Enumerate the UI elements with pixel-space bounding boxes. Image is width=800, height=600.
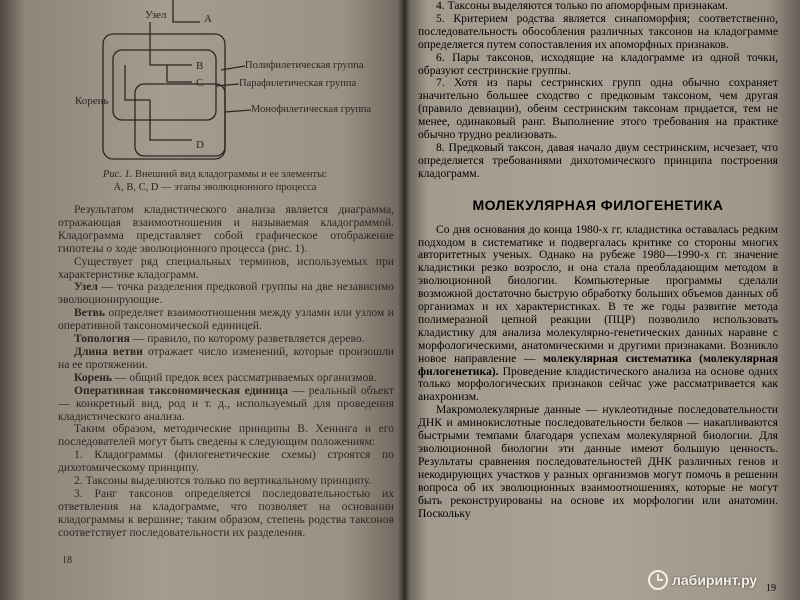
right-body-text	[418, 0, 778, 520]
paraphyletic-label: Парафилетическая группа	[239, 78, 357, 89]
page-number-left: 18	[62, 555, 72, 566]
definition-text: определяет взаимоотношения между узлами или узлом и оперативной таксономической единицей.	[58, 306, 394, 333]
watermark	[648, 568, 757, 592]
definition-text: — общий предок всех рассматриваемых организмов.	[112, 370, 377, 384]
list-item: 8. Предковый таксон, давая начало двум сестринским, исчезает, что определяется требованиями дихотомического принципа построения кладограмм.	[418, 140, 778, 180]
definition-uzel	[58, 281, 394, 307]
paragraph: Результатом кладистического анализа является диаграмма, отражающая взаимоотношения и называемая кладограммой. Кладограмма представляет собой графическое отображение гипотезы о ходе эволюционного процесса (рис. 1).	[58, 203, 394, 255]
term: Корень	[74, 370, 113, 384]
taxon-a-label: A	[204, 13, 212, 25]
term: Топология	[74, 332, 130, 346]
principles-list	[418, 0, 778, 181]
paragraph: Макромолекулярные данные — нуклеотидные последовательности ДНК и аминокислотные последовательности белков — накапливаются быстрыми темпами благодаря успехам молекулярной биологии. Для эволюционной биологии эти данные имеют большую ценность. Результаты сравнения последовательностей ДНК различных генов и некодирующих участков у разных организмов могут помочь в решении вопроса об их эволюционных взаимоотношениях, которые не могут быть реконструированы на основе их морфологии или анатомии. Поскольку	[418, 403, 778, 520]
paragraph-text: Проведение кладистического анализа на основе одних только морфологических признаков сейчас уже рассматривается как анахронизм.	[418, 364, 778, 404]
figure-caption	[90, 168, 340, 194]
definition-otu	[58, 385, 394, 424]
list-item: 4. Таксоны выделяются только по апоморфным признакам.	[436, 0, 728, 12]
term: молекулярная систематика (молекулярная филогенетика).	[418, 351, 778, 378]
monophyletic-label: Монофилетическая группа	[251, 104, 372, 115]
definition-text: — правило, по которому разветвляется дерево.	[129, 332, 365, 346]
branch-root	[125, 65, 150, 100]
left-body-text	[58, 204, 394, 540]
polyphyletic-label: Полифилетическая группа	[245, 60, 364, 71]
figure-legend: A, B, C, D — этапы эволюционного процесса	[113, 182, 317, 193]
figure-number: Рис. 1.	[102, 169, 133, 180]
node-label: Узел	[145, 9, 167, 21]
pointer-mono	[225, 110, 251, 112]
paragraph: Существует ряд специальных терминов, используемых при характеристике кладограмм.	[58, 254, 394, 281]
taxon-b-label: B	[196, 60, 204, 72]
figure-title: Внешний вид кладограммы и ее элементы:	[135, 169, 328, 180]
taxon-c-label: C	[196, 77, 204, 89]
definition-text: — реальный объект — конкретный вид, род и т. д., используемый для проведения кладистического анализа.	[58, 383, 394, 423]
list-item: 3. Ранг таксонов определяется последовательностью их ответвления на кладограмме, что позволяет на основании кладограммы к вершине; таким образом, степень родства таксонов соответствует последовательности их разделения.	[58, 486, 394, 539]
list-item: 6. Пары таксонов, исходящие на кладограмме из одной точки, образуют сестринские группы.	[418, 50, 778, 77]
term: Длина ветви	[74, 344, 143, 358]
taxon-d-label: D	[196, 139, 204, 151]
list-item: 7. Хотя из пары сестринских групп одна обычно сохраняет значительно большее сходство с предковым таксоном, чем другая (правило девиации), обеим сестринским таксонам придается, тем не менее, одинаковый ранг. Выполнение этого требования на практике обычно трудно реализовать.	[418, 76, 778, 142]
definition-text: отражает число изменений, которые произошли на ее протяжении.	[58, 344, 394, 371]
paragraph-text: Со дня основания до конца 1980-х гг. кладистика оставалась редким подходом в систематике и подвергалась критике со стороны многих авторитетных ученых. Однако на рубеже 1980—1990-х гг. значение кладистики резко возросло, и она стала преобладающим методом в эволюционной биологии. Компьютерные программы сделали возможной достаточно быструю обработку больших объемов данных об организмах и их характеристиках. В те же годы развитие метода полимеразной цепной реакции (ПЦР) позволило использовать кладистику для анализа молекулярно-генетических данных наравне с морфологическими, анатомическими и другими признаками. Возникло новое направление —	[418, 222, 778, 365]
branch-a	[173, 0, 200, 22]
definition-vetv	[58, 307, 394, 333]
list-item: 2. Таксоны выделяются только по вертикальному принципу.	[74, 474, 372, 488]
section-heading: МОЛЕКУЛЯРНАЯ ФИЛОГЕНЕТИКА	[472, 196, 724, 213]
list-item: 1. Кладограммы (филогенетические схемы) строятся по дихотомическому принципу.	[58, 448, 394, 475]
book-gutter	[398, 0, 410, 600]
definition-text: — точка разделения предковой группы на две независимо эволюционирующие.	[58, 280, 394, 307]
definition-branch-length	[58, 346, 394, 372]
paragraph: Таким образом, методические принципы В. Хеннига и его последователей могут быть сведены к следующим положениям:	[58, 422, 394, 449]
paragraph	[418, 224, 778, 405]
cladogram-figure	[55, 0, 385, 170]
page-number-right: 19	[766, 583, 776, 594]
term: Ветвь	[74, 306, 105, 320]
labirint-logo-icon	[648, 570, 668, 590]
list-item: 5. Критерием родства является синапоморфия; соответственно, последовательность обособления различных таксонов на кладограмме определяется путем сопоставления их апоморфных признаков.	[418, 11, 778, 51]
term: Оперативная таксономическая единица	[74, 383, 289, 397]
term: Узел	[74, 280, 98, 294]
root-label: Корень	[75, 95, 109, 107]
watermark-text: лабиринт.ру	[672, 572, 758, 588]
trunk-node	[150, 22, 192, 65]
